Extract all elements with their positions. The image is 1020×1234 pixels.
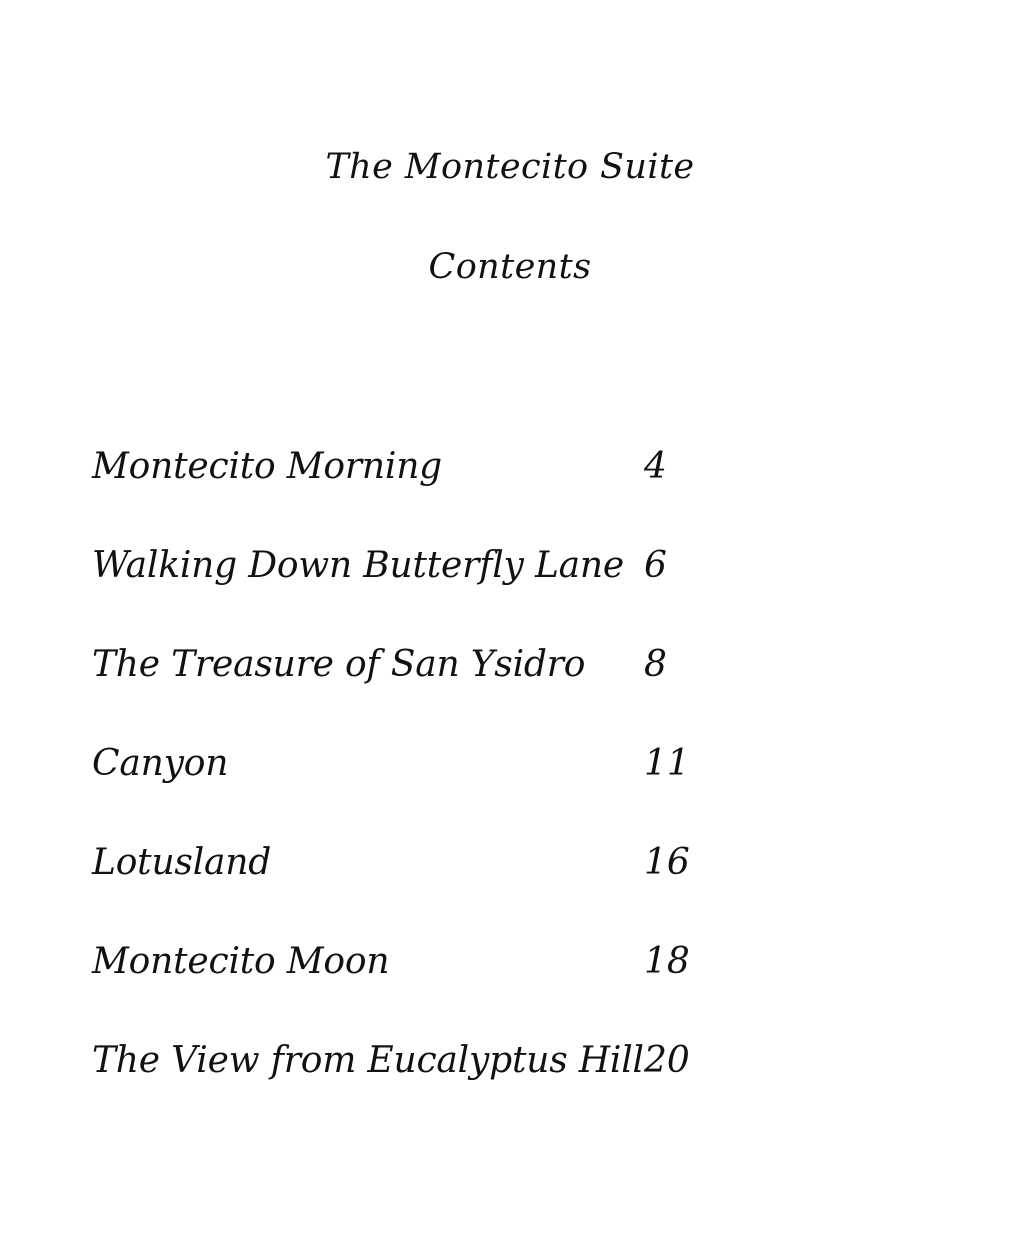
toc-entry <box>92 546 742 645</box>
toc-entry-page-number: 4 <box>644 446 667 487</box>
document-title: The Montecito Suite <box>325 147 695 187</box>
toc-entry-title: Walking Down Butterfly Lane <box>92 545 624 586</box>
toc-entry-title: Lotusland <box>92 842 272 883</box>
toc-entry <box>92 843 742 942</box>
toc-entry-page-number: 20 <box>644 1040 690 1081</box>
toc-entry <box>92 447 742 546</box>
toc-entry-title: Canyon <box>92 743 229 784</box>
toc-entry <box>92 942 742 1041</box>
toc-entry-page-number: 11 <box>644 743 690 784</box>
toc-entry <box>92 1041 742 1140</box>
toc-entry-title: Montecito Morning <box>92 446 443 487</box>
toc-entry-page-number: 18 <box>644 941 690 982</box>
toc-entry <box>92 645 742 744</box>
toc-entry <box>92 744 742 843</box>
toc-entry-title: Montecito Moon <box>92 941 390 982</box>
toc-entry-page-number: 8 <box>644 644 667 685</box>
toc-entry-page-number: 16 <box>644 842 690 883</box>
table-of-contents <box>92 447 742 1140</box>
toc-entry-title: The View from Eucalyptus Hill <box>92 1040 644 1081</box>
toc-entry-page-number: 6 <box>644 545 667 586</box>
contents-heading: Contents <box>428 247 592 287</box>
toc-entry-title: The Treasure of San Ysidro <box>92 644 586 685</box>
